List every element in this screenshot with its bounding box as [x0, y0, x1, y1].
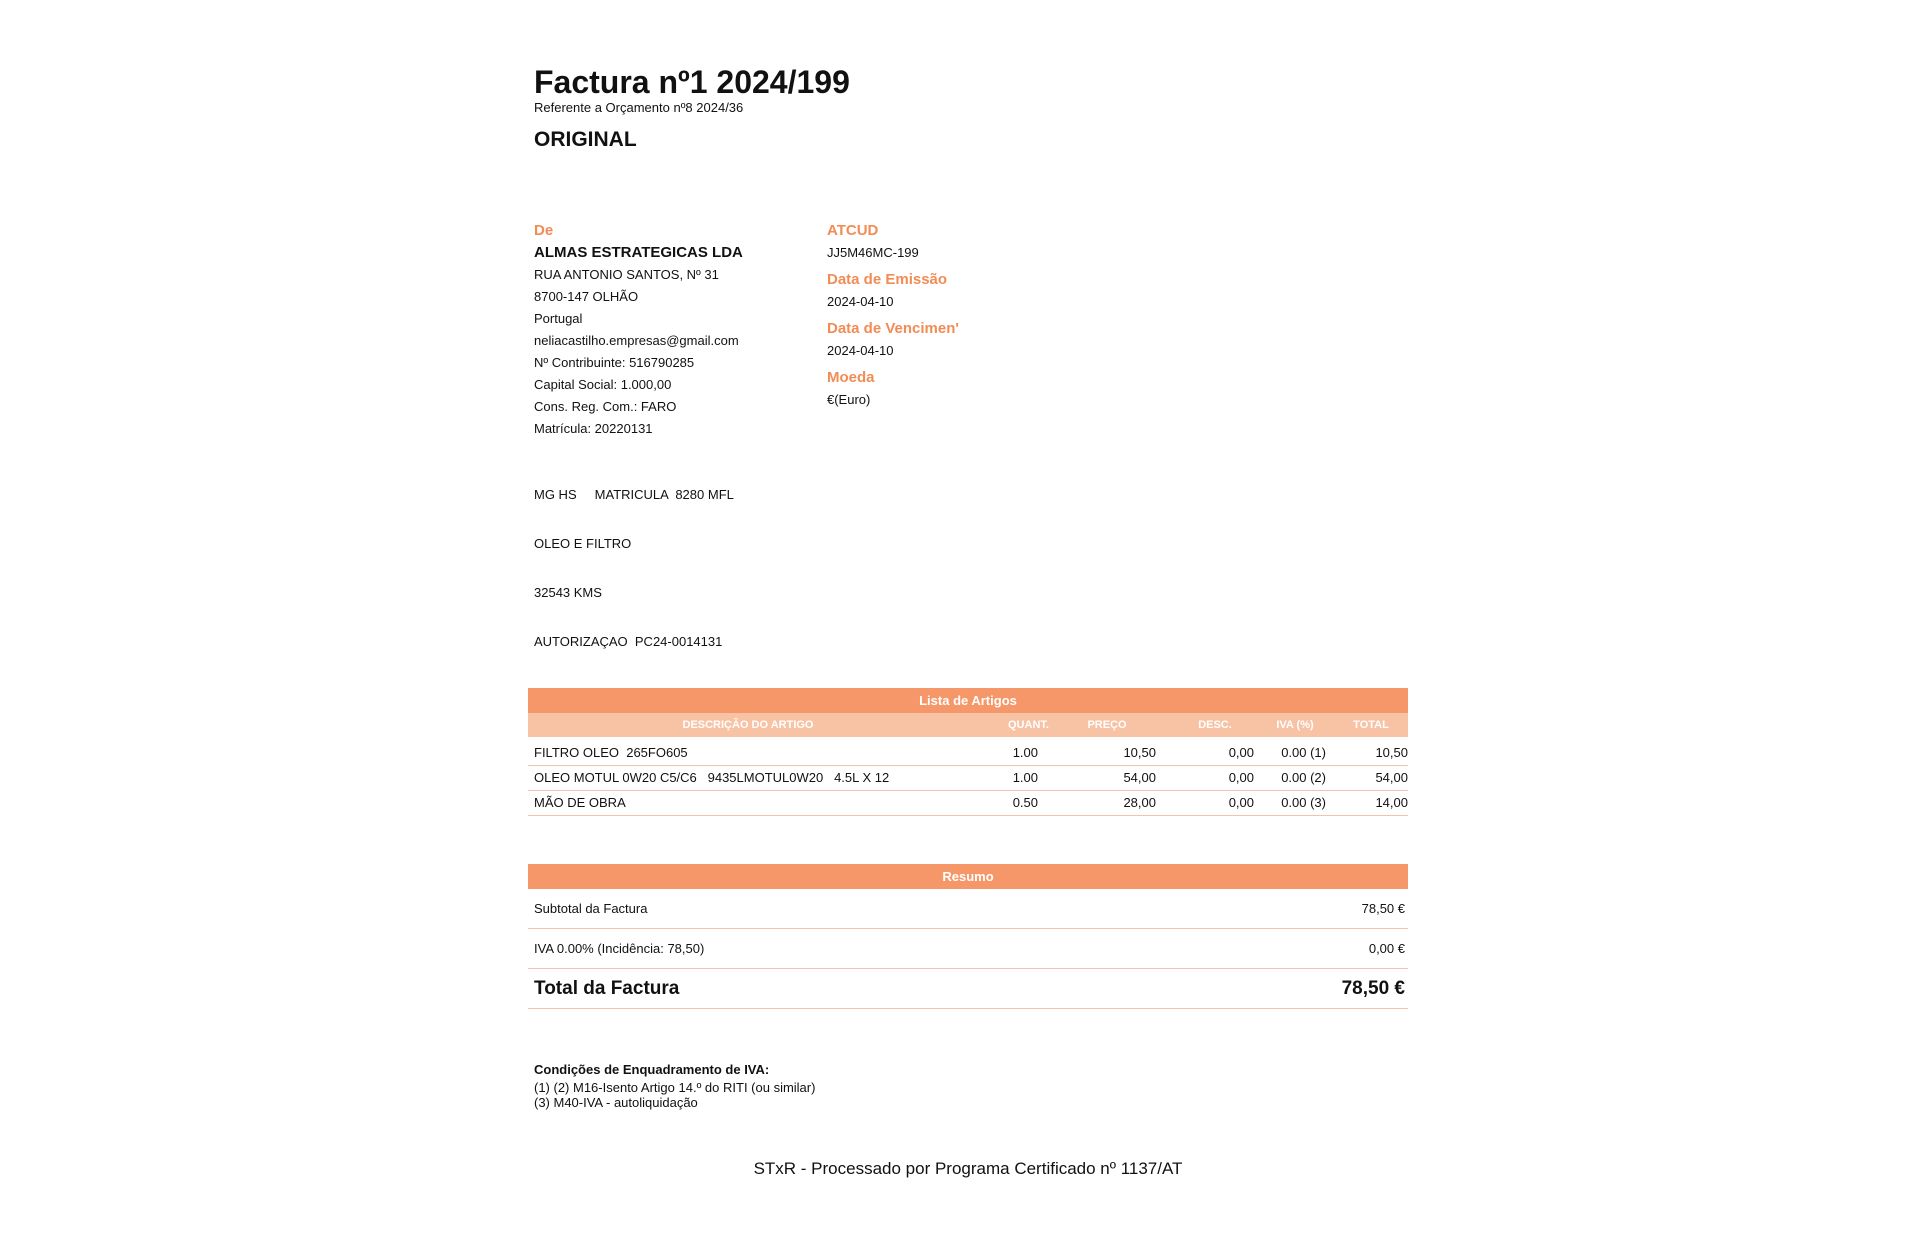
item-description: MÃO DE OBRA	[534, 795, 626, 810]
total-value: 78,50 €	[1341, 978, 1405, 999]
issuer-registry: Cons. Reg. Com.: FARO	[534, 399, 677, 414]
vat-condition-line: (1) (2) M16-Isento Artigo 14.º do RITI (ou similar)	[534, 1080, 816, 1095]
summary-section-header: Resumo	[528, 864, 1408, 889]
item-description: OLEO MOTUL 0W20 C5/C6 9435LMOTUL0W20 4.5L X 12	[534, 770, 890, 785]
item-total: 10,50	[1375, 745, 1408, 760]
certification-footer: STxR - Processado por Programa Certificado nº 1137/AT	[753, 1159, 1183, 1178]
item-vat: 0.00 (3)	[1281, 795, 1326, 810]
item-price: 10,50	[1123, 745, 1156, 760]
vat-label: IVA 0.00% (Incidência: 78,50)	[534, 941, 705, 956]
issuer-tax-id: Nº Contribuinte: 516790285	[534, 355, 695, 370]
issuer-registration: Matrícula: 20220131	[534, 421, 653, 436]
col-price-header: PREÇO	[1087, 719, 1127, 731]
vat-condition-line: (3) M40-IVA - autoliquidação	[534, 1095, 698, 1110]
note-line: OLEO E FILTRO	[534, 536, 632, 551]
invoice-notes	[534, 485, 734, 681]
issuer-company: ALMAS ESTRATEGICAS LDA	[534, 244, 743, 261]
items-rows	[528, 737, 1408, 816]
subtotal-row	[528, 889, 1408, 929]
note-line: MG HS MATRICULA 8280 MFL	[534, 487, 734, 502]
issuer-postal: 8700-147 OLHÃO	[534, 289, 639, 304]
atcud-label: ATCUD	[827, 222, 879, 239]
item-discount: 0,00	[1228, 770, 1254, 785]
vat-conditions-title: Condições de Enquadramento de IVA:	[534, 1062, 770, 1077]
col-description-header: DESCRIÇÃO DO ARTIGO	[682, 719, 814, 731]
item-price: 54,00	[1123, 770, 1156, 785]
table-row	[528, 791, 1408, 816]
summary-table	[528, 864, 1408, 1009]
subtotal-label: Subtotal da Factura	[534, 901, 648, 916]
vat-value: 0,00 €	[1368, 941, 1405, 956]
currency-value: €(Euro)	[827, 392, 871, 407]
items-column-header	[528, 713, 1408, 737]
item-discount: 0,00	[1228, 795, 1254, 810]
subtotal-value: 78,50 €	[1361, 901, 1405, 916]
item-vat: 0.00 (2)	[1281, 770, 1326, 785]
item-description: FILTRO OLEO 265FO605	[534, 745, 688, 760]
table-row	[528, 766, 1408, 791]
table-row	[528, 741, 1408, 766]
vat-row	[528, 929, 1408, 969]
note-line: AUTORIZAÇAO PC24-0014131	[534, 634, 723, 649]
item-price: 28,00	[1123, 795, 1156, 810]
item-quantity: 1.00	[1012, 745, 1038, 760]
quote-reference: Referente a Orçamento nº8 2024/36	[534, 100, 744, 115]
due-date-value: 2024-04-10	[827, 343, 894, 358]
item-quantity: 1.00	[1012, 770, 1038, 785]
col-vat-header: IVA (%)	[1276, 719, 1314, 731]
issue-date-label: Data de Emissão	[827, 271, 948, 288]
items-table	[528, 688, 1408, 816]
col-total-header: TOTAL	[1353, 719, 1389, 731]
issuer-email: neliacastilho.empresas@gmail.com	[534, 333, 739, 348]
item-vat: 0.00 (1)	[1281, 745, 1326, 760]
issue-date-value: 2024-04-10	[827, 294, 894, 309]
issuer-address: RUA ANTONIO SANTOS, Nº 31	[534, 267, 719, 282]
invoice-title: Factura nº1 2024/199	[534, 64, 850, 100]
invoice-meta-block	[827, 220, 1127, 416]
total-row	[528, 969, 1408, 1009]
item-total: 54,00	[1375, 770, 1408, 785]
col-discount-header: DESC.	[1198, 719, 1232, 731]
currency-label: Moeda	[827, 369, 875, 386]
total-label: Total da Factura	[534, 978, 680, 999]
vat-conditions	[534, 1060, 815, 1110]
items-section-header: Lista de Artigos	[528, 688, 1408, 713]
due-date-label: Data de Vencimen'	[827, 320, 959, 337]
issuer-capital: Capital Social: 1.000,00	[534, 377, 672, 392]
item-discount: 0,00	[1228, 745, 1254, 760]
item-total: 14,00	[1375, 795, 1408, 810]
issuer-country: Portugal	[534, 311, 583, 326]
col-quantity-header: QUANT.	[1008, 719, 1049, 731]
issuer-block	[534, 220, 814, 440]
item-quantity: 0.50	[1012, 795, 1038, 810]
note-line: 32543 KMS	[534, 585, 602, 600]
issuer-label: De	[534, 222, 554, 239]
copy-type: ORIGINAL	[534, 128, 637, 151]
atcud-value: JJ5M46MC-199	[827, 245, 919, 260]
